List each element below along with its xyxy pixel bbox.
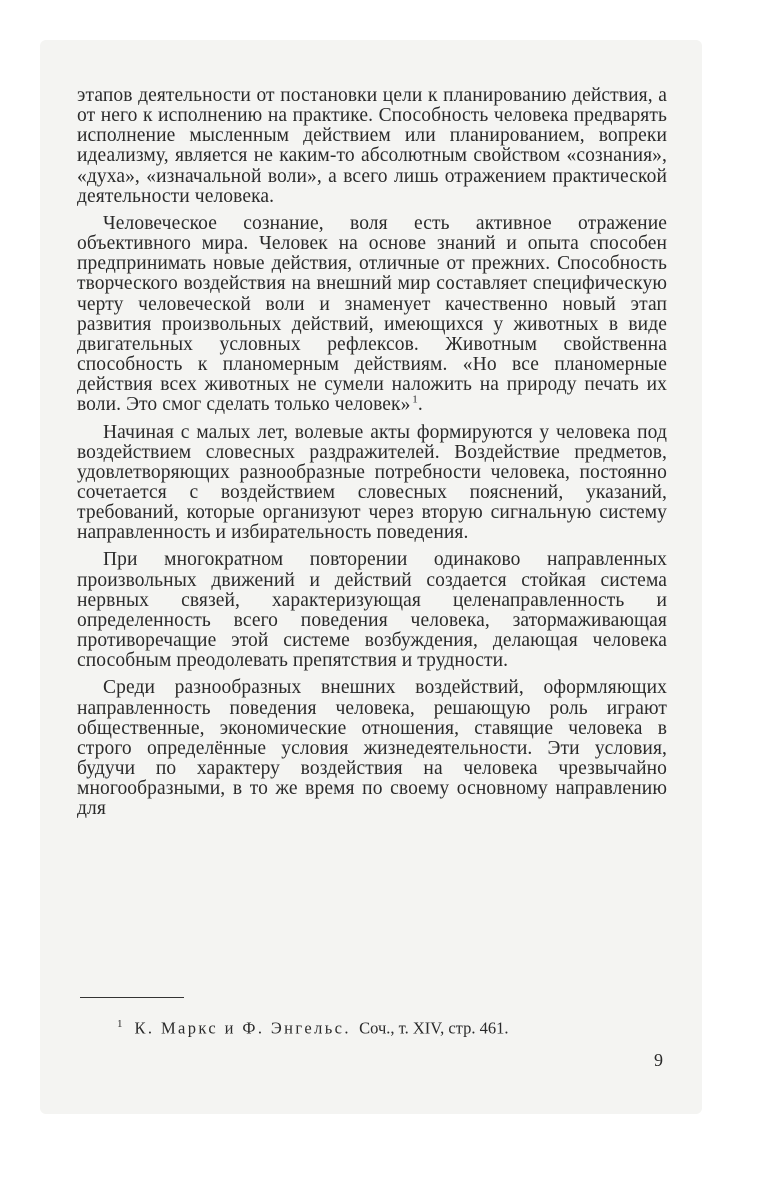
footnote-marker: 1 xyxy=(117,1018,123,1030)
paragraph-3: Начиная с малых лет, волевые акты формируются у человека под воздействием словесных раздражителей. Воздействие предметов, удовлетворяющих разнообразные потребности человека, постоянно сочетается с воздействием словесных пояснений, указаний, требований, которые организуют через вторую сигнальную систему направленность и избирательность поведения. xyxy=(77,421,667,544)
footnote-author: К. Маркс и Ф. Энгельс. xyxy=(134,1018,351,1038)
paragraph-4: При многократном повторении одинаково направленных произвольных движений и действий создается стойкая система нервных связей, характеризующая целенаправленность и определенность всего поведения человека, затормаживающая противоречащие этой системе возбуждения, делающая человека способным преодолевать препятствия и трудности. xyxy=(77,549,667,672)
paragraph-2: Человеческое сознание, воля есть активное отражение объективного мира. Человек на основе знаний и опыта способен предпринимать новые действия, отличные от прежних. Способность творческого воздействия на внешний мир составляет специфическую черту человеческой воли и знаменует качественно новый этап развития произвольных действий, имеющихся у животных в виде двигательных условных рефлексов. Животным свойственна способность к планомерным действиям. «Но все планомерные действия всех животных не сумели наложить на природу печать их воли. Это смог сделать только человек» $^1$. xyxy=(77,212,667,416)
body-text xyxy=(77,86,667,826)
footnote-divider xyxy=(80,997,184,998)
paragraph-2-text: Человеческое сознание, воля есть активное отражение объективного мира. Человек на основе знаний и опыта способен предпринимать новые действия, отличные от прежних. Способность творческого воздействия на внешний мир составляет специфическую черту человеческой воли и знаменует качественно новый этап развития произвольных действий, имеющихся у животных в виде двигательных условных рефлексов. Животным свойственна способность к планомерным действиям. «Но все планомерные действия всех животных не сумели наложить на природу печать их воли. Это смог сделать только человек» xyxy=(77,212,667,416)
page-number: 9 xyxy=(654,1050,663,1070)
footnote-citation: Соч., т. XIV, стр. 461. xyxy=(359,1018,509,1038)
footnote-reference: 1 xyxy=(412,393,418,406)
footnote xyxy=(117,1018,508,1039)
paragraph-5: Среди разнообразных внешних воздействий, оформляющих направленность поведения человека, решающую роль играют общественные, экономические отношения, ставящие человека в строго определённые условия жизнедеятельности. Эти условия, будучи по характеру воздействия на человека чрезвычайно многообразными, в то же время по своему основному направлению для xyxy=(77,677,667,820)
paragraph-1: этапов деятельности от постановки цели к планированию действия, а от него к исполнению на практике. Способность человека предварять исполнение мысленным действием или планированием, вопреки идеализму, является не каким-то абсолютным свойством «сознания», «духа», «изначальной воли», а всего лишь отражением практической деятельности человека. xyxy=(77,85,667,207)
